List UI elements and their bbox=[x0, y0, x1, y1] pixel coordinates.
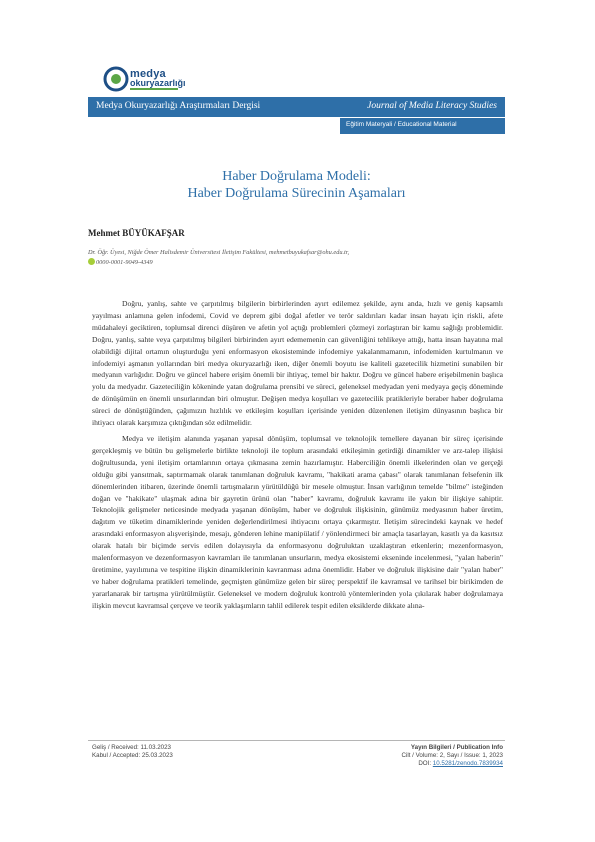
body-paragraph-1: Doğru, yanlış, sahte ve çarpıtılmış bilgilerin birbirlerinden ayırt edilemez şekilde, aynı anda, hızlı ve geniş kapsamlı yayılması anlamına gelen infodemi, Covid ve deprem gibi doğal afetler ve terör saldırıları kadar insan hayatı için riskli, afete müdahaleyi geciktiren, toplumsal direnci düşüren ve afetin yol açtığı problemleri çözmeyi zorlaştıran bir kamu sağlığı problemidir. Doğru, yanlış, sahte veya çarpıtılmış bilgileri birbirinden ayırt edememenin can güvenliğini tehlikeye attığı, hatta insan hayatına mal olabildiği dijital ortamın oluşturduğu yeni enformasyon ekosisteminde infodemiye yakalanmamanın, infodemiden kurtulmanın ve infodemiyi aşmanın yollarından biri medya okuryazarlığı iken, diğer önemli boyutu ise kaliteli gazetecilik hizmetini sunabilen bir medyanın varlığıdır. Doğru ve güncel habere erişim önemli bir ihtiyaç, temel bir haktır. Doğru ve güncel habere erişebilmenin başlıca yolu da medyadır. Gazeteciliğin kökeninde yatan doğrulama prensibi ve süreci, geleneksel medyadan yeni medyaya geçiş döneminde de dönüşümün en önemli unsurlarından biri olmuştur. Değişen medya koşulları ve gazetecilik pratikleriyle beraber haber doğrulama süreci de dönüştüğünden, çağımızın hızlılık ve etkileşim koşulları içerisinde yeniden düzenlenen iletişim dünyasının başlıca bir ihtiyacı olarak karşımıza çıktığından söz edilmelidir. bbox=[92, 299, 503, 428]
orcid-line[interactable] bbox=[88, 258, 349, 268]
journal-name-tr: Medya Okuryazarlığı Araştırmaları Dergisi bbox=[96, 101, 261, 111]
section-band bbox=[340, 118, 505, 134]
article-title bbox=[88, 168, 505, 202]
journal-name-en: Journal of Media Literacy Studies bbox=[367, 101, 497, 111]
section-label: Eğitim Materyali / Educational Material bbox=[346, 121, 457, 128]
journal-logo bbox=[103, 66, 186, 94]
logo-text-okuryazarligi: okuryazarlığı bbox=[130, 78, 186, 88]
journal-header-band bbox=[88, 97, 505, 117]
doi-link[interactable]: 10.5281/zenodo.7839934 bbox=[432, 760, 503, 767]
logo-mark-icon bbox=[103, 66, 129, 92]
orcid-icon bbox=[88, 258, 95, 265]
publication-info-title: Yayın Bilgileri / Publication Info bbox=[410, 744, 503, 751]
footer-publication-info bbox=[402, 744, 503, 768]
doi-label: DOI: bbox=[418, 760, 432, 767]
body-paragraph-2: Medya ve iletişim alanında yaşanan yapısal dönüşüm, toplumsal ve teknolojik temellere dayanan bir süreç içerisinde gerçekleşmiş ve bütün bu gelişmelerle birlikte teknoloji ile toplum arasındaki etkileşimin getirdiği dinamikler ve arz-talep ilişkisi doğrultusunda, yeni iletişim ortamlarının ortaya çıkmasına zemin hazırlamıştır. Haberciliğin önemli ilkelerinden olan ve gerçeği olduğu gibi yansıtmak, saptırmamak olarak tanımlanan doğruluk kavramı, "hakikati arama çabası" olarak tanımlanan felsefenin ilk dönemlerinden itibaren, üzerinde önemli tartışmaların yürütüldüğü bir mesele olmuştur. İnsan varlığının temelde "bilme" isteğinden doğan ve "hakikate" ulaşmak adına bir gayretin ürünü olan "haber" kavramı, doğruluk kavramı ile yakın bir ilişkiye sahiptir. Teknolojik gelişmeler neticesinde medyada yaşanan dönüşüm, haber ve doğruluk ilişkisinin, günümüz medyasının haber üretim, dağıtım ve tüketim dinamiklerinde yeniden değerlendirilmesi ihtiyacını ortaya çıkarmıştır. İletişim sürecindeki kaynak ve hedef arasındaki enformasyon alışverişinde, mesajı, gönderen lehine manipülatif / yönlendirmeci bir amaçla tasarlayan, kasıtlı ya da kasıtsız olarak hatalı bir biçimde servis edilen dolayısıyla da enformasyonu doğruluktan uzaklaştıran etkenlerin; mezenformasyon, malenformasyon ve dezenformasyon kavramları ile tanımlanan unsurların, medya ekosistemi ekseninde incelenmesi, "yalan haberin" üretimine, yayılımına ve tespitine ilişkin dinamiklerinin kavranması adına önemlidir. Haber ve doğruluk ilişkisine dair "yalan haber" ve haber doğrulama pratikleri temelinde, geçmişten günümüze gelen bir süreç perspektif ile kavramsal ve tarihsel bir birikimden de yararlanarak bir tartışma yürütülmüştür. Geleneksel ve modern doğruluk kontrolü yöntemlerinden yola çıkılarak haber doğrulamaya ilişkin mevcut kavramsal çerçeve ve teorik yaklaşımların tahlil edilerek tespit edilen eksiklerde dikkate alına- bbox=[92, 433, 503, 610]
affiliation-text: Dr. Öğr. Üyesi, Niğde Ömer Halisdemir Üniversitesi İletişim Fakültesi, mehmetbuyukafsar@ohu.edu.tr, bbox=[88, 249, 350, 256]
author-name: Mehmet BÜYÜKAFŞAR bbox=[88, 228, 185, 238]
volume-issue: Cilt / Volume: 2, Sayı / Issue: 1, 2023 bbox=[401, 752, 503, 759]
footer-divider bbox=[88, 740, 505, 741]
title-line-2: Haber Doğrulama Sürecinin Aşamaları bbox=[187, 186, 406, 201]
doi-line bbox=[402, 760, 503, 768]
received-date: Geliş / Received: 11.03.2023 bbox=[92, 744, 171, 751]
logo-text-medya: medya bbox=[130, 68, 166, 80]
logo-underline bbox=[130, 88, 178, 90]
article-body bbox=[92, 298, 503, 616]
title-line-1: Haber Doğrulama Modeli: bbox=[222, 169, 371, 184]
author-affiliation bbox=[88, 248, 349, 268]
accepted-date: Kabul / Accepted: 25.03.2023 bbox=[92, 752, 173, 759]
orcid-id: 0000-0001-9049-4349 bbox=[96, 259, 153, 266]
footer-dates bbox=[92, 744, 173, 760]
